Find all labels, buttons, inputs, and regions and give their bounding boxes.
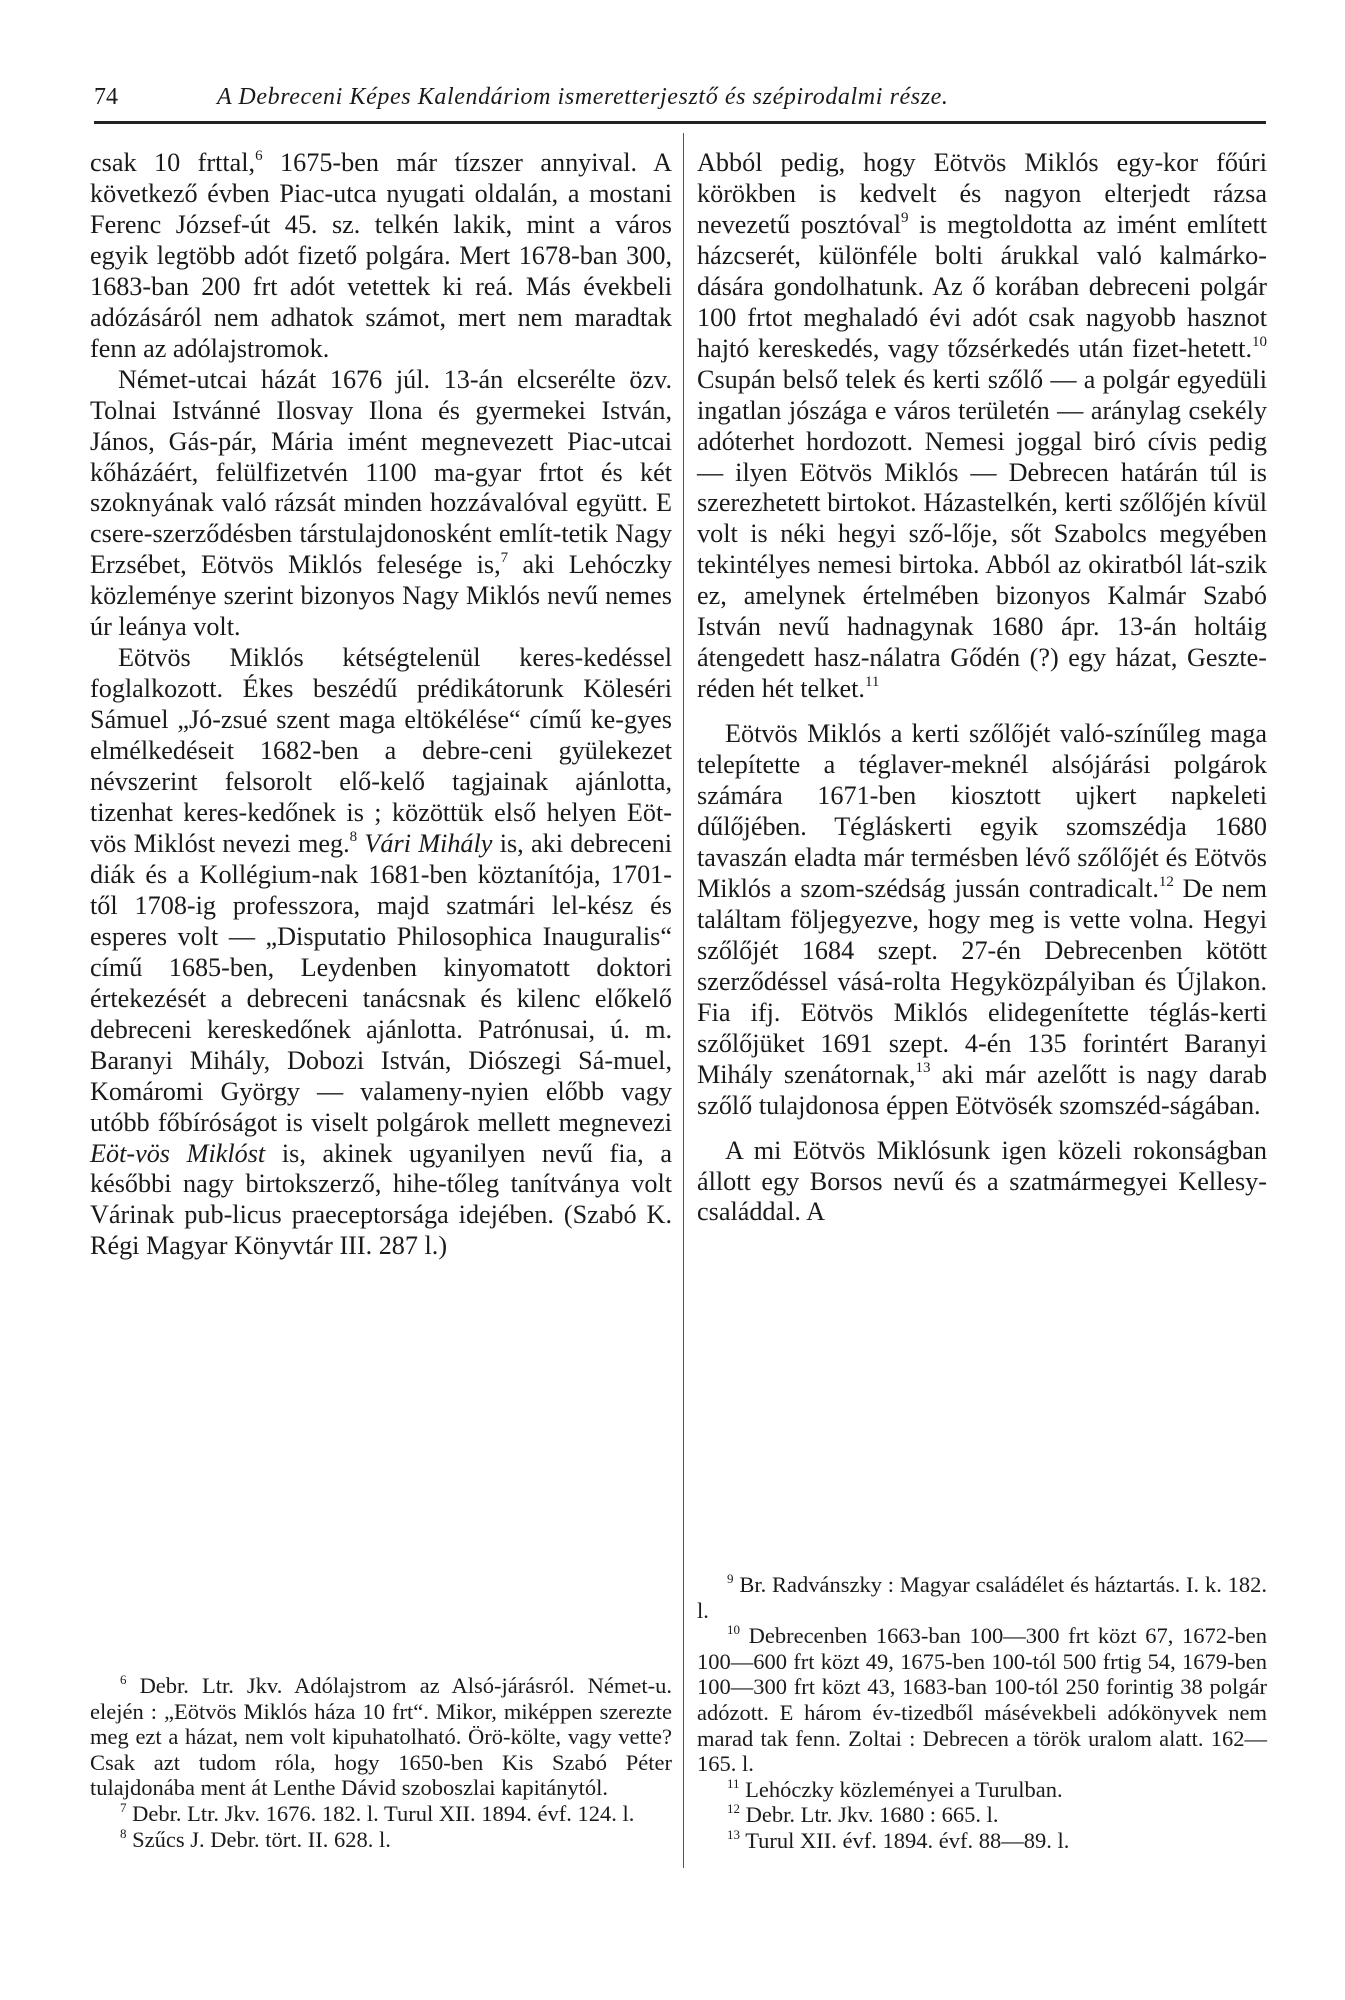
footnote: $^{13}$ Turul XII. évf. 1894. évf. 88—89. l. [727, 1826, 1070, 1853]
footnote-ref: 6 [255, 148, 263, 164]
footnote-ref: 10 [1252, 333, 1267, 350]
footnote: $^{11}$ Lehóczky közleményei a Turulban. [727, 1775, 1063, 1802]
left-footnotes [90, 1673, 672, 1852]
footnote-ref: 9 [901, 209, 909, 226]
footnote: $^6$ Debr. Ltr. Jkv. Adólajstrom az Alsó-járásról. Német-u. elején : „Eötvös Miklós háza 10 frt“. Mikor, miképpen szerezte meg ezt a házat, nem volt kipuhatolható. Örö-költe, vagy vette? Csak azt tudom róla, hogy 1650-ben Kis Szabó Péter tulajdonába ment át Lenthe Dávid szoboszlai kapitánytól. [90, 1672, 672, 1801]
header-rule [94, 121, 1266, 124]
page-header [94, 84, 1264, 118]
footnote-ref: 11 [864, 674, 880, 691]
footnote: $^7$ Debr. Ltr. Jkv. 1676. 182. l. Turul XII. 1894. évf. 124. l. [120, 1799, 635, 1826]
footnote-ref: 7 [500, 550, 509, 567]
paragraph: Eötvös Miklós kétségtelenül keres-kedéssel foglalkozott. Ékes beszédű prédikátorunk Köleséri Sámuel „Jó-zsué szent maga eltökélése“ című ke-gyes elmélkedéseit 1682-ben a debre-ceni gyülekezet névszerint felsorolt elő-kelő tagjainak ajánlotta, tizenhat keres-kedőnek is ; közöttük első helyen Eöt-vös Miklóst nevezi meg.$^8$ Vári Mihály is, aki debreceni diák és a Kollégium-nak 1681-ben köztanítója, 1701-től 1708-ig professzora, majd szatmári lel-kész és esperes volt — „Disputatio Philosophica Inauguralis“ című 1685-ben, Leydenben kinyomatott doktori értekezését a debreceni tanácsnak és kilenc előkelő debreceni kereskedőnek ajánlotta. Patrónusai, ú. m. Baranyi Mihály, Dobozi István, Diószegi Sá-muel, Komáromi György — valameny-nyien előbb vagy utóbb főbíróságot is viselt polgárok mellett megnevezi Eöt-vös Miklóst is, akinek ugyanilyen nevű fia, a későbbi nagy birtokszerző, hihe-tőleg tanítványa volt Várinak pub-licus praeceptorsága idejében. (Szabó K. Régi Magyar Könyvtár III. 287 l.) [90, 643, 673, 1261]
left-column [90, 148, 672, 1262]
paragraph: Eötvös Miklós a kerti szőlőjét való-színűleg maga telepítette a téglaver-meknél alsójárási polgárok számára 1671-ben kiosztott ujkert napkeleti dűlőjében. Tégláskerti egyik szomszédja 1680 tavaszán eladta már termésben lévő szőlőjét és Eötvös Miklós a szom-szédság jussán contradicalt.$^{12}$ De nem találtam följegyezve, hogy meg is vette volna. Hegyi szőlőjét 1684 szept. 27-én Debrecenben kötött szerződéssel vásá-rolta Hegyközpályiban és Újlakon. Fia ifj. Eötvös Miklós elidegenítette téglás-kerti szőlőjüket 1691 szept. 4-én 135 forintért Baranyi Mihály szenátornak,$^{13}$ aki már azelőtt is nagy darab szőlő tulajdonosa éppen Eötvösék szomszéd-ságában. [697, 719, 1268, 1120]
footnote-ref: 8 [349, 828, 358, 845]
paragraph: A mi Eötvös Miklósunk igen közeli rokonságban állott egy Borsos nevű és a szatmármegyei Kellesy-családdal. A [697, 1135, 1267, 1227]
paragraph: Német-utcai házát 1676 júl. 13-án elcserélte özv. Tolnai Istvánné Ilosvay Ilona és gyermekei István, János, Gás-pár, Mária imént megnevezett Piac-utcai kőházáért, felülfizetvén 1100 ma-gyar frtot és két szoknyának való rázsát minden hozzávalóval együtt. E csere-szerződésben társtulajdonosként említ-tetik Nagy Erzsébet, Eötvös Miklós felesége is,$^7$ aki Lehóczky közleménye szerint bizonyos Nagy Miklós nevű nemes úr leánya volt. [90, 364, 672, 642]
italic-name: Vári Mihály [364, 828, 493, 858]
right-footnotes [697, 1572, 1267, 1854]
footnote-ref: 12 [1158, 873, 1174, 890]
footnote: $^9$ Br. Radvánszky : Magyar családélet és háztartás. I. k. 182. l. [697, 1571, 1267, 1623]
footnote: $^{10}$ Debrecenben 1663-ban 100—300 frt közt 67, 1672-ben 100—600 frt közt 49, 1675-ben 100-tól 500 frtig 54, 1679-ben 100—300 frt közt 43, 1683-ban 100-tól 250 forintig 38 polgár adózott. E három év-tizedből másévekbeli adókönyvek nem marad tak fenn. Zoltai : Debrecen a török uralom alatt. 162—165. l. [697, 1622, 1267, 1777]
italic-name: Eöt-vös Miklóst [90, 1138, 266, 1168]
column-divider [683, 133, 684, 1868]
right-column [697, 148, 1267, 1228]
footnote: $^8$ Szűcs J. Debr. tört. II. 628. l. [120, 1825, 391, 1852]
footnote-ref: 13 [915, 1059, 931, 1076]
page-number: 74 [94, 84, 118, 110]
paragraph: Abból pedig, hogy Eötvös Miklós egy-kor főúri körökben is kedvelt és nagyon elterjedt rázsa nevezetű posztóval$^9$ is megtoldotta az imént említett házcserét, különféle bolti árukkal való kalmárko-dására gondolhatunk. Az ő korában debreceni polgár 100 frtot meghaladó évi adót csak nagyobb hasznot hajtó kereskedés, vagy tőzsérkedés után fizet-hetett.$^{10}$ Csupán belső telek és kerti szőlő — a polgár egyedüli ingatlan jószága e város területén — aránylag csekély adóterhet hordozott. Nemesi joggal biró cívis pedig — ilyen Eötvös Miklós — Debrecen határán túl is szerezhetett birtokot. Házastelkén, kerti szőlőjén kívül volt is néki hegyi sző-lője, sőt Szabolcs megyében tekintélyes nemesi birtoka. Abból az okiratból lát-szik ez, amelynek értelmében bizonyos Kalmár Szabó István nevű hadnagynak 1680 ápr. 13-án holtáig átengedett hasz-nálatra Gődén (?) egy házat, Geszte-réden hét telket.$^{11}$ [697, 148, 1267, 704]
paragraph: csak 10 frttal,$^6$ 1675-ben már tízszer annyival. A következő évben Piac-utca nyugati oldalán, a mostani Ferenc József-út 45. sz. telkén lakik, mint a város egyik legtöbb adót fizető polgára. Mert 1678-ban 300, 1683-ban 200 frt adót vetettek ki reá. Más évekbeli adózásáról nem adhatok számot, mert nem maradtak fenn az adólajstromok. [90, 148, 672, 363]
footnote: $^{12}$ Debr. Ltr. Jkv. 1680 : 665. l. [727, 1801, 999, 1828]
running-title: A Debreceni Képes Kalendáriom ismeretterjesztő és szépirodalmi része. [217, 84, 949, 110]
